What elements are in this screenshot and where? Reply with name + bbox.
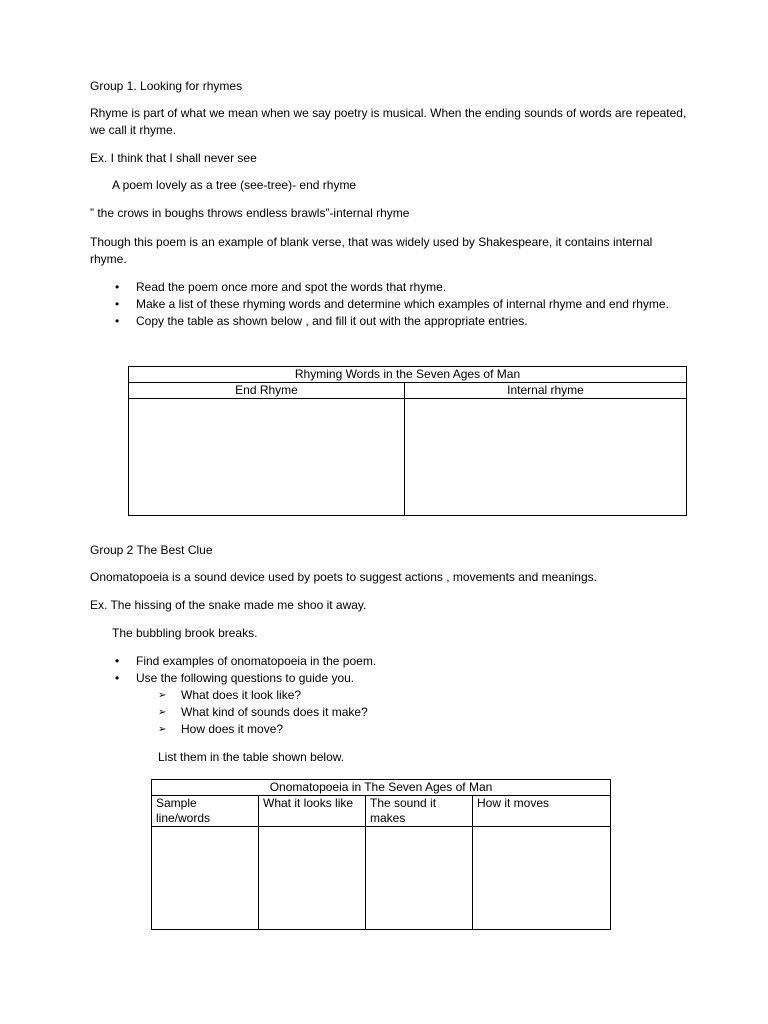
bullet-icon: • (115, 314, 120, 328)
group2-bullet-list (90, 653, 690, 687)
list-item-text: Find examples of onomatopoeia in the poem. (136, 654, 377, 668)
group1-heading: Group 1. Looking for rhymes (90, 79, 243, 93)
onomatopoeia-table (151, 779, 611, 930)
guide-question-list (158, 687, 368, 738)
bullet-icon: • (115, 671, 120, 685)
group2-example-line2: The bubbling brook breaks. (112, 626, 258, 640)
list-item (90, 670, 690, 687)
column-header-sample-line: Sample line/words (152, 796, 259, 827)
rhyming-words-table (128, 366, 687, 516)
list-item (158, 721, 368, 738)
table-cell (259, 827, 366, 930)
column-header-end-rhyme: End Rhyme (129, 383, 405, 399)
list-item-text: Read the poem once more and spot the words that rhyme. (136, 280, 447, 294)
table-cell (366, 827, 473, 930)
column-header-looks-like: What it looks like (259, 796, 366, 827)
list-item-text: Use the following questions to guide you. (136, 671, 355, 685)
list-item (90, 279, 690, 296)
bullet-icon: • (115, 297, 120, 311)
column-header-sound: The sound it makes (366, 796, 473, 827)
list-item-text: How does it move? (181, 722, 284, 736)
group1-bullet-list (90, 279, 690, 330)
arrow-bullet-icon: ➢ (158, 724, 167, 735)
list-item (158, 704, 368, 721)
column-header-internal-rhyme: Internal rhyme (405, 383, 687, 399)
group2-example-line1: Ex. The hissing of the snake made me shoo it away. (90, 598, 367, 612)
bullet-icon: • (115, 654, 120, 668)
group2-heading: Group 2 The Best Clue (90, 543, 213, 557)
table-title: Rhyming Words in the Seven Ages of Man (129, 367, 687, 383)
list-item (158, 687, 368, 704)
group1-note: Though this poem is an example of blank verse, that was widely used by Shakespeare, it contains internal rhyme. (90, 235, 653, 266)
arrow-bullet-icon: ➢ (158, 707, 167, 718)
list-item-text: Make a list of these rhyming words and determine which examples of internal rhyme and end rhyme. (136, 297, 669, 311)
table-title: Onomatopoeia in The Seven Ages of Man (152, 780, 611, 796)
group1-example-line2: A poem lovely as a tree (see-tree)- end rhyme (112, 178, 357, 192)
list-item-text: What kind of sounds does it make? (181, 705, 368, 719)
table-cell (473, 827, 611, 930)
group1-intro: Rhyme is part of what we mean when we say poetry is musical. When the ending sounds of words are repeated, we call it rhyme. (90, 106, 687, 137)
group1-example-line3: ” the crows in boughs throws endless brawls”-internal rhyme (90, 206, 410, 220)
list-item-text: What does it look like? (181, 688, 302, 702)
table-cell-internal-rhyme (405, 399, 687, 516)
group2-intro: Onomatopoeia is a sound device used by poets to suggest actions , movements and meanings. (90, 570, 597, 584)
column-header-how-it-moves: How it moves (473, 796, 611, 827)
list-item-text: Copy the table as shown below , and fill it out with the appropriate entries. (136, 314, 528, 328)
table-cell-end-rhyme (129, 399, 405, 516)
list-item (90, 653, 690, 670)
list-item (90, 313, 690, 330)
list-instruction: List them in the table shown below. (158, 750, 345, 764)
bullet-icon: • (115, 280, 120, 294)
list-item (90, 296, 690, 313)
group1-example-line1: Ex. I think that I shall never see (90, 151, 257, 165)
arrow-bullet-icon: ➢ (158, 690, 167, 701)
table-cell (152, 827, 259, 930)
